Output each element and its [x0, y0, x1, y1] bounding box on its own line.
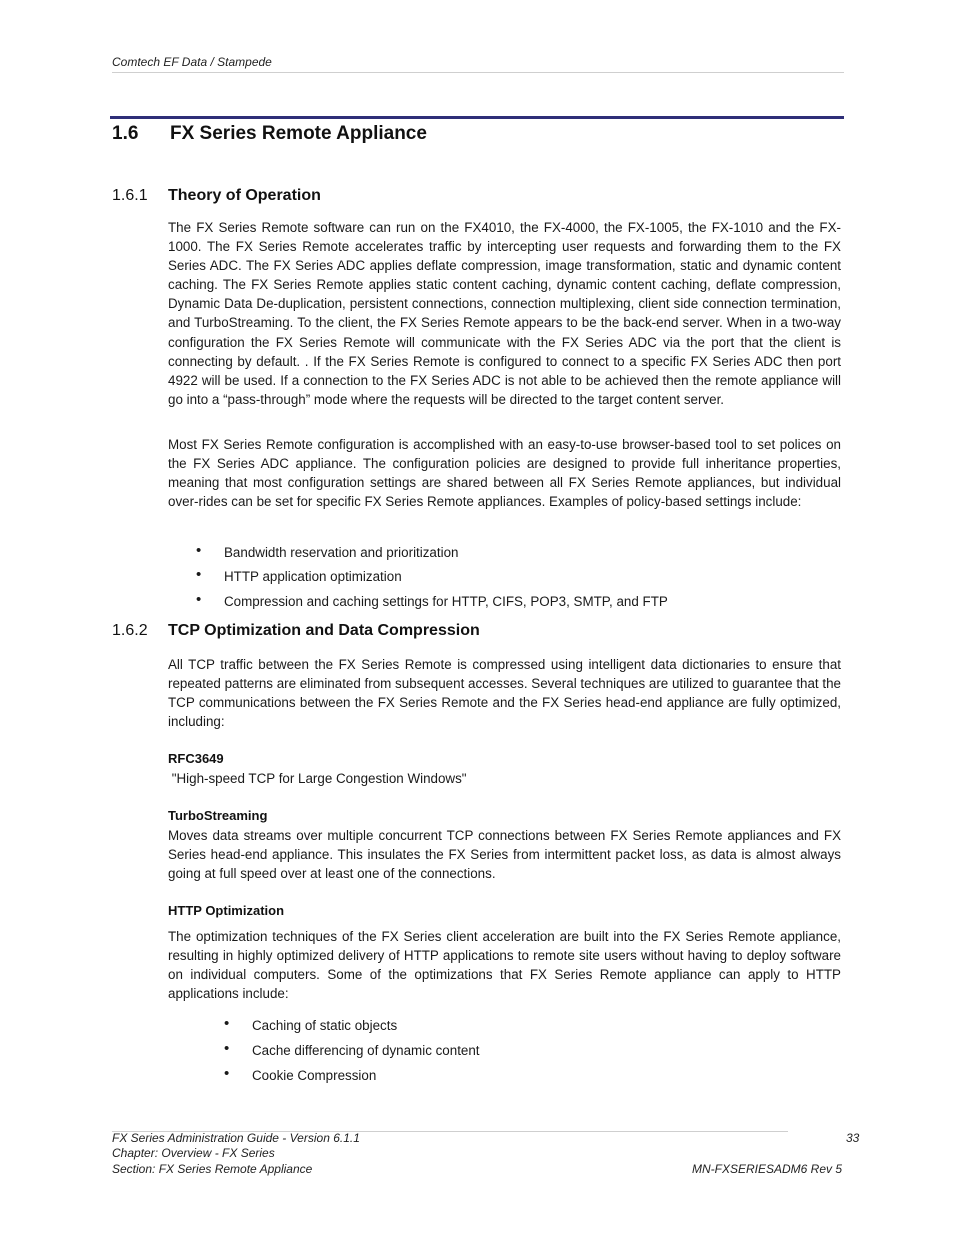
bullet-icon: •	[224, 1015, 230, 1032]
running-header: Comtech EF Data / Stampede	[112, 55, 272, 69]
document-id: MN-FXSERIESADM6 Rev 5	[691, 1162, 842, 1176]
http-optimization-text: The optimization techniques of the FX Series client acceleration are built into the FX Series Remote appliance, resulting in highly optimized delivery of HTTP applications to remote site users without having to deploy software on individual computers. Some of the optimizations that FX Series Remote appliance can apply to HTTP applications include:	[168, 929, 841, 1002]
list-item: • Compression and caching settings for HTTP, CIFS, POP3, SMTP, and FTP	[196, 591, 668, 609]
http-optimization-heading: HTTP Optimization	[168, 903, 285, 918]
section-rule	[110, 116, 844, 119]
list-item: • HTTP application optimization	[196, 566, 402, 584]
page-number: 33	[846, 1131, 860, 1145]
rfc-text: "High-speed TCP for Large Congestion Windows"	[168, 771, 467, 786]
rfc-heading: RFC3649	[168, 751, 224, 766]
subsection-heading-theory	[112, 187, 321, 205]
section-title: FX Series Remote Appliance	[170, 123, 427, 144]
footer-chapter: Chapter: Overview - FX Series	[112, 1146, 275, 1160]
bullet-icon: •	[224, 1040, 230, 1057]
bullet-icon: •	[196, 591, 202, 608]
subsection-title: Theory of Operation	[168, 187, 321, 204]
list-item: • Cache differencing of dynamic content	[224, 1040, 480, 1058]
subsection-number: 1.6.2	[112, 622, 148, 639]
bullet-icon: •	[196, 542, 202, 559]
list-item: • Cookie Compression	[224, 1065, 377, 1083]
list-item: • Caching of static objects	[224, 1015, 398, 1033]
header-divider	[112, 72, 844, 73]
footer-guide-title: FX Series Administration Guide - Version 6.1.1	[112, 1131, 360, 1145]
theory-paragraph-2: Most FX Series Remote configuration is accomplished with an easy-to-use browser-based tool to set polices on the FX Series ADC appliance. The configuration policies are designed to provide full inheritance properties, meaning that most configuration settings are shared between all FX Series Remote appliances, but individual over-rides can be set for specific FX Series Remote appliances. Examples of policy-based settings include:	[168, 437, 841, 510]
turbostreaming-heading: TurboStreaming	[168, 808, 268, 823]
footer-section: Section: FX Series Remote Appliance	[112, 1162, 313, 1176]
theory-paragraph-1: The FX Series Remote software can run on the FX4010, the FX-4000, the FX-1005, the FX-1010 and the FX-1000. The FX Series Remote accelerates traffic by intercepting user requests and forwarding them to the FX Series ADC. The FX Series ADC applies deflate compression, image transformation, static and dynamic content caching. The FX Series Remote applies static content caching, dynamic content caching, deflate compression, Dynamic Data De-duplication, persistent connections, connection multiplexing, client side connection termination, and TurboStreaming. To the client, the FX Series Remote appears to be the back-end server. When in a two-way configuration the FX Series Remote will communicate with the FX Series ADC via the port that the client is connecting by default. . If the FX Series Remote is configured to connect to a specific FX Series ADC then port 4922 will be used. If a connection to the FX Series ADC is not able to be achieved then the remote appliance will go into a “pass-through” mode where the requests will be directed to the target content server.	[168, 220, 841, 407]
section-number: 1.6	[112, 123, 139, 144]
subsection-number: 1.6.1	[112, 187, 148, 204]
subsection-title: TCP Optimization and Data Compression	[168, 622, 480, 639]
turbostreaming-text: Moves data streams over multiple concurrent TCP connections between FX Series Remote appliances and FX Series head-end appliance. This insulates the FX Series from intermittent packet loss, as data is almost always going at full speed over at least one of the connections.	[168, 828, 841, 882]
bullet-icon: •	[224, 1065, 230, 1082]
subsection-heading-tcp	[112, 622, 480, 640]
tcp-paragraph: All TCP traffic between the FX Series Remote is compressed using intelligent data dictionaries to ensure that repeated patterns are eliminated from subsequent accesses. Several techniques are utilized to guarantee that the TCP communications between the FX Series Remote and the FX Series head-end appliance are fully optimized, including:	[168, 657, 841, 730]
bullet-icon: •	[196, 566, 202, 583]
list-item: • Bandwidth reservation and prioritization	[196, 542, 459, 560]
section-heading	[112, 123, 427, 145]
